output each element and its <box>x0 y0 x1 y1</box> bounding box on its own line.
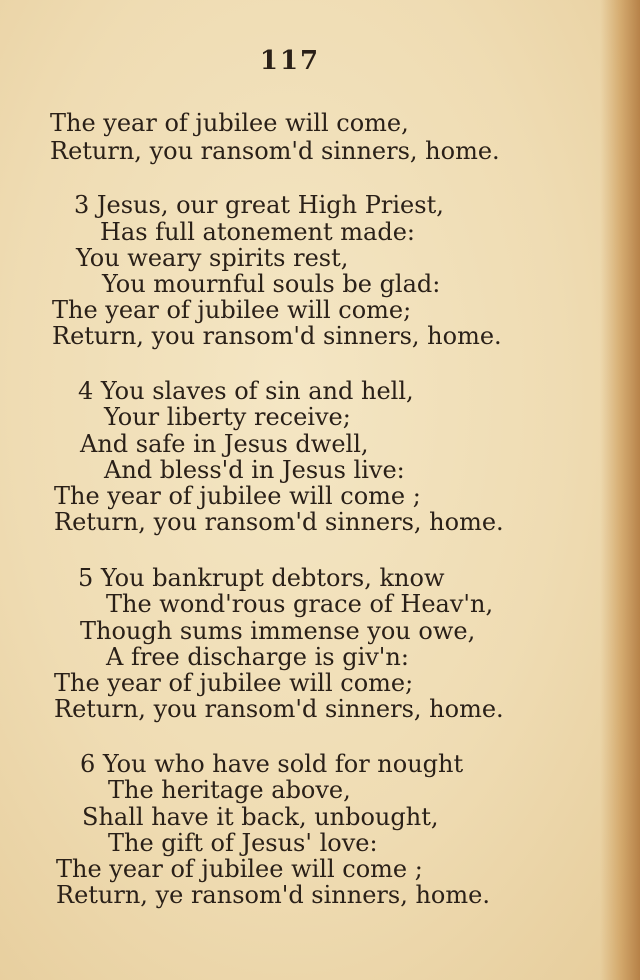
verse-line: And bless'd in Jesus live: <box>104 456 405 484</box>
verse-line: Return, you ransom'd sinners, home. <box>52 322 502 350</box>
verse-line: The gift of Jesus' love: <box>108 829 378 857</box>
verse-line: The wond'rous grace of Heav'n, <box>106 590 494 618</box>
page-spine-shadow <box>600 0 640 980</box>
verse-line: Though sums immense you owe, <box>80 617 476 645</box>
verse-line: 3 Jesus, our great High Priest, <box>74 191 444 219</box>
verse-line: 6 You who have sold for nought <box>80 750 464 778</box>
verse-line: Return, you ransom'd sinners, home. <box>54 508 504 536</box>
verse-line: Return, ye ransom'd sinners, home. <box>56 881 490 909</box>
verse-line: You mournful souls be glad: <box>102 270 441 298</box>
verse-line: 4 You slaves of sin and hell, <box>78 377 414 405</box>
verse-line: 5 You bankrupt debtors, know <box>78 564 445 592</box>
verse-line: The year of jubilee will come; <box>52 296 412 324</box>
verse-line: A free discharge is giv'n: <box>106 643 409 671</box>
page-number: 117 <box>259 46 321 76</box>
verse-line: The heritage above, <box>108 776 351 804</box>
verse-line: The year of jubilee will come ; <box>54 482 421 510</box>
verse-line: Shall have it back, unbought, <box>82 803 439 831</box>
verse-line: The year of jubilee will come ; <box>56 855 423 883</box>
verse-line: The year of jubilee will come, <box>50 109 409 137</box>
verse-line: The year of jubilee will come; <box>54 669 414 697</box>
verse-line: Return, you ransom'd sinners, home. <box>50 137 500 165</box>
verse-line: Your liberty receive; <box>104 403 351 431</box>
verse-line: Return, you ransom'd sinners, home. <box>54 695 504 723</box>
verse-line: Has full atonement made: <box>100 218 415 246</box>
verse-line: You weary spirits rest, <box>76 244 349 272</box>
verse-line: And safe in Jesus dwell, <box>80 430 369 458</box>
